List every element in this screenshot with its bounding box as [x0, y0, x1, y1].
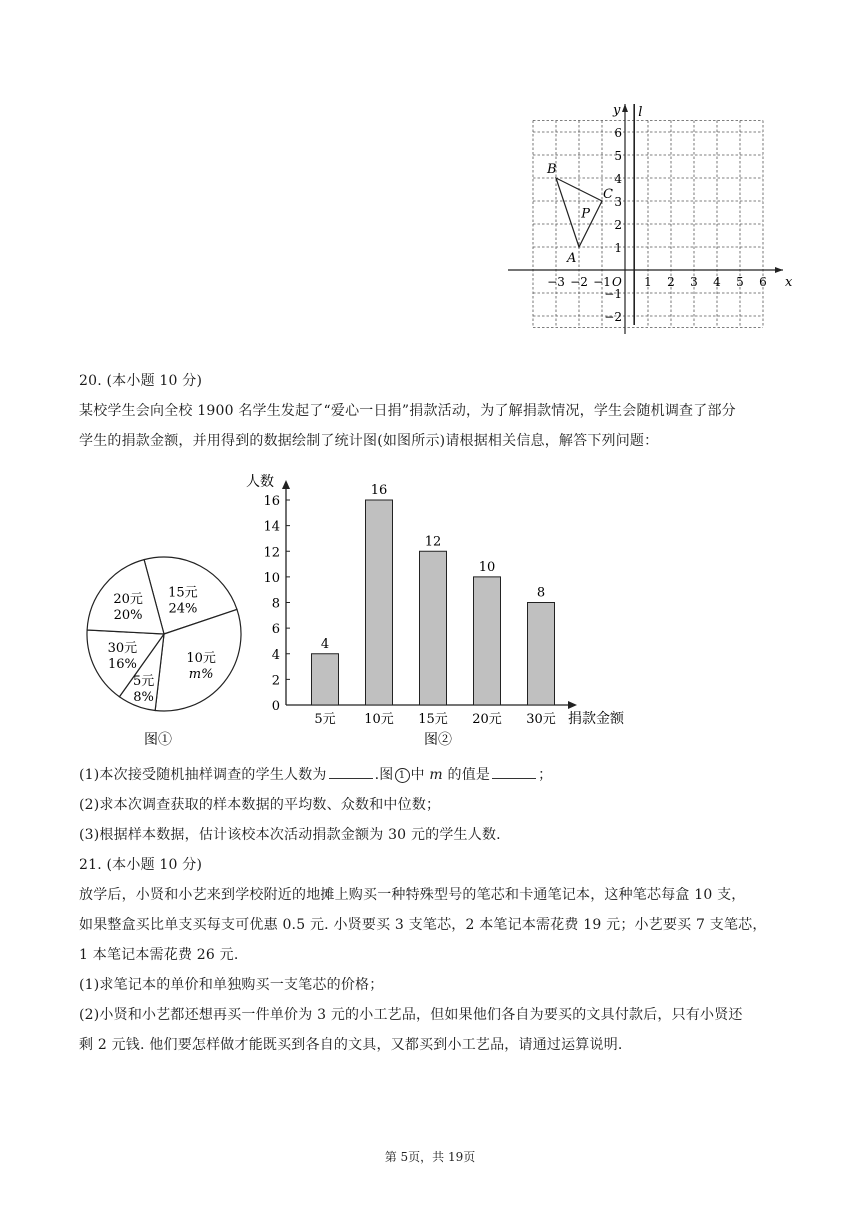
bar: [366, 500, 393, 705]
x-tick-label: 2: [667, 275, 675, 289]
x-tick-label: 6: [759, 275, 767, 289]
y-tick-label: 3: [614, 195, 622, 209]
pie-slice-label: 20%: [113, 607, 143, 623]
y-tick-label: 0: [271, 699, 280, 714]
y-axis-arrow: [622, 104, 628, 112]
x-tick-label: 5: [736, 275, 744, 289]
y-tick-label: 4: [614, 172, 622, 186]
y-tick-label: 12: [263, 545, 280, 561]
x-axis-arrow: [568, 701, 577, 709]
pie-chart: [78, 552, 258, 757]
y-tick-label: 2: [271, 673, 280, 689]
x-tick-label: 1: [644, 275, 652, 289]
bar-data-label: 4: [320, 636, 330, 652]
y-axis-label: y: [613, 103, 621, 118]
circled-number: 1: [395, 768, 410, 783]
bars: [312, 483, 555, 705]
bar-x-axis-label: 捐款金额: [568, 711, 624, 727]
x-tick-label: −3: [547, 275, 565, 289]
y-tick-label: −1: [604, 287, 622, 301]
x-axis-arrow: [775, 267, 783, 273]
q20-sub1-part-a: (1)本次接受随机抽样调查的学生人数为: [79, 767, 327, 783]
y-tick-label: 10: [263, 570, 280, 586]
pie-slice-category: 30元: [107, 641, 138, 657]
bar-chart: [240, 472, 640, 762]
q20-sub3: (3)根据样本数据，估计该校本次活动捐款金额为 30 元的学生人数.: [79, 827, 501, 843]
variable-m: m: [429, 767, 443, 783]
q21-sub2-line1: (2)小贤和小艺都还想再买一件单价为 3 元的小工艺品，但如果他们各自为要买的文具付款后，只有小贤还: [79, 1007, 743, 1023]
y-tick-label: 1: [614, 241, 622, 255]
y-tick-label: 14: [263, 519, 280, 535]
q21-sub1: (1)求笔记本的单价和单独购买一支笔芯的价格；: [79, 977, 384, 993]
q21-sub2-line2: 剩 2 元钱. 他们要怎样做才能既买到各自的文具，又都买到小工艺品，请通过运算说明.: [79, 1037, 623, 1053]
bar-y-axis-label: 人数: [246, 474, 274, 490]
pie-slice-category: 20元: [113, 591, 143, 607]
pie-slice-category: 15元: [168, 585, 198, 601]
page-footer: 第 5页，共 19页: [384, 1150, 476, 1164]
y-tick-label: 2: [614, 218, 622, 232]
x-tick-label: 10元: [364, 712, 394, 727]
q21-line3: 1 本笔记本需花费 26 元.: [79, 947, 239, 963]
bar: [474, 577, 501, 705]
y-tick-label: 4: [271, 647, 280, 663]
x-tick-label: 30元: [526, 712, 556, 727]
bar: [312, 654, 339, 705]
pie-slice-category: 10元: [186, 651, 216, 667]
answer-blank-2: [492, 764, 536, 779]
y-tick-label: 16: [263, 494, 280, 509]
y-tick-label: 8: [271, 596, 280, 612]
x-tick-label: 20元: [472, 712, 502, 727]
pie-slice-label: 24%: [168, 601, 198, 617]
q20-sub1-part-e: ；: [538, 767, 553, 783]
q20-sub1-part-c: 中: [410, 767, 430, 783]
x-tick-label: 15元: [418, 712, 448, 727]
origin-label: O: [612, 275, 622, 289]
q20-sub1: [79, 760, 784, 790]
q20-intro-line1: 某校学生会向全校 1900 名学生发起了“爱心一日捐”捐款活动，为了解捐款情况，学生会随机调查了部分: [79, 403, 736, 419]
x-tick-label: 5元: [314, 712, 336, 727]
x-axis-label: x: [785, 275, 793, 290]
line-l-label: l: [638, 105, 643, 120]
q21-heading: 21. (本小题 10 分): [79, 857, 203, 873]
x-tick-label: 4: [713, 275, 721, 289]
q21-line2: 如果整盒买比单支买每支可优惠 0.5 元. 小贤要买 3 支笔芯，2 本笔记本需花费 19 元；小艺要买 7 支笔芯，: [79, 917, 767, 933]
y-tick-label: 5: [614, 149, 622, 163]
grid-axes: [508, 104, 783, 334]
pie-caption: 图①: [144, 732, 172, 748]
y-tick-label: −2: [604, 310, 622, 324]
pie-slice-label: 16%: [107, 657, 137, 673]
x-tick-label: 3: [690, 275, 698, 289]
point-p-label: P: [581, 206, 591, 222]
y-axis-arrow: [282, 480, 290, 489]
q20-text-top: [79, 366, 784, 456]
q20-sub1-part-d: 的值是: [442, 767, 491, 783]
y-tick-label: 6: [271, 622, 280, 638]
bar-data-label: 16: [370, 483, 388, 498]
pie-slices: [87, 557, 241, 711]
pie-slice-category: 5元: [132, 674, 155, 690]
q20-heading: 20. (本小题 10 分): [79, 373, 203, 389]
bar-x-ticks: [314, 712, 555, 727]
q20-intro-line2: 学生的捐款金额，并用得到的数据绘制了统计图(如图所示)请根据相关信息，解答下列问题：: [79, 433, 659, 449]
bar-data-label: 12: [424, 534, 442, 550]
answer-blank-1: [329, 764, 373, 779]
bar-data-label: 8: [536, 585, 546, 601]
coordinate-grid-figure: [505, 98, 795, 343]
point-a-label: A: [567, 251, 577, 266]
bar: [420, 551, 447, 705]
pie-slice-label: m%: [188, 667, 214, 683]
grid-lines: [533, 121, 763, 328]
bar-data-label: 10: [478, 559, 496, 575]
q20-sub2: (2)求本次调查获取的样本数据的平均数、众数和中位数；: [79, 797, 441, 813]
x-tick-label: −1: [593, 275, 611, 289]
pie-slice-label: 8%: [133, 690, 154, 706]
y-tick-label: 6: [614, 126, 622, 140]
bar: [528, 603, 555, 706]
q20-sub1-part-b: .图: [374, 767, 394, 783]
point-b-label: B: [547, 162, 557, 177]
q21-line1: 放学后，小贤和小艺来到学校附近的地摊上购买一种特殊型号的笔芯和卡通笔记本，这种笔芯每盒 10 支，: [79, 887, 746, 903]
q20-subquestions: [79, 760, 784, 1060]
bar-caption: 图②: [424, 732, 452, 748]
x-tick-label: −2: [570, 275, 588, 289]
point-c-label: C: [603, 187, 613, 202]
